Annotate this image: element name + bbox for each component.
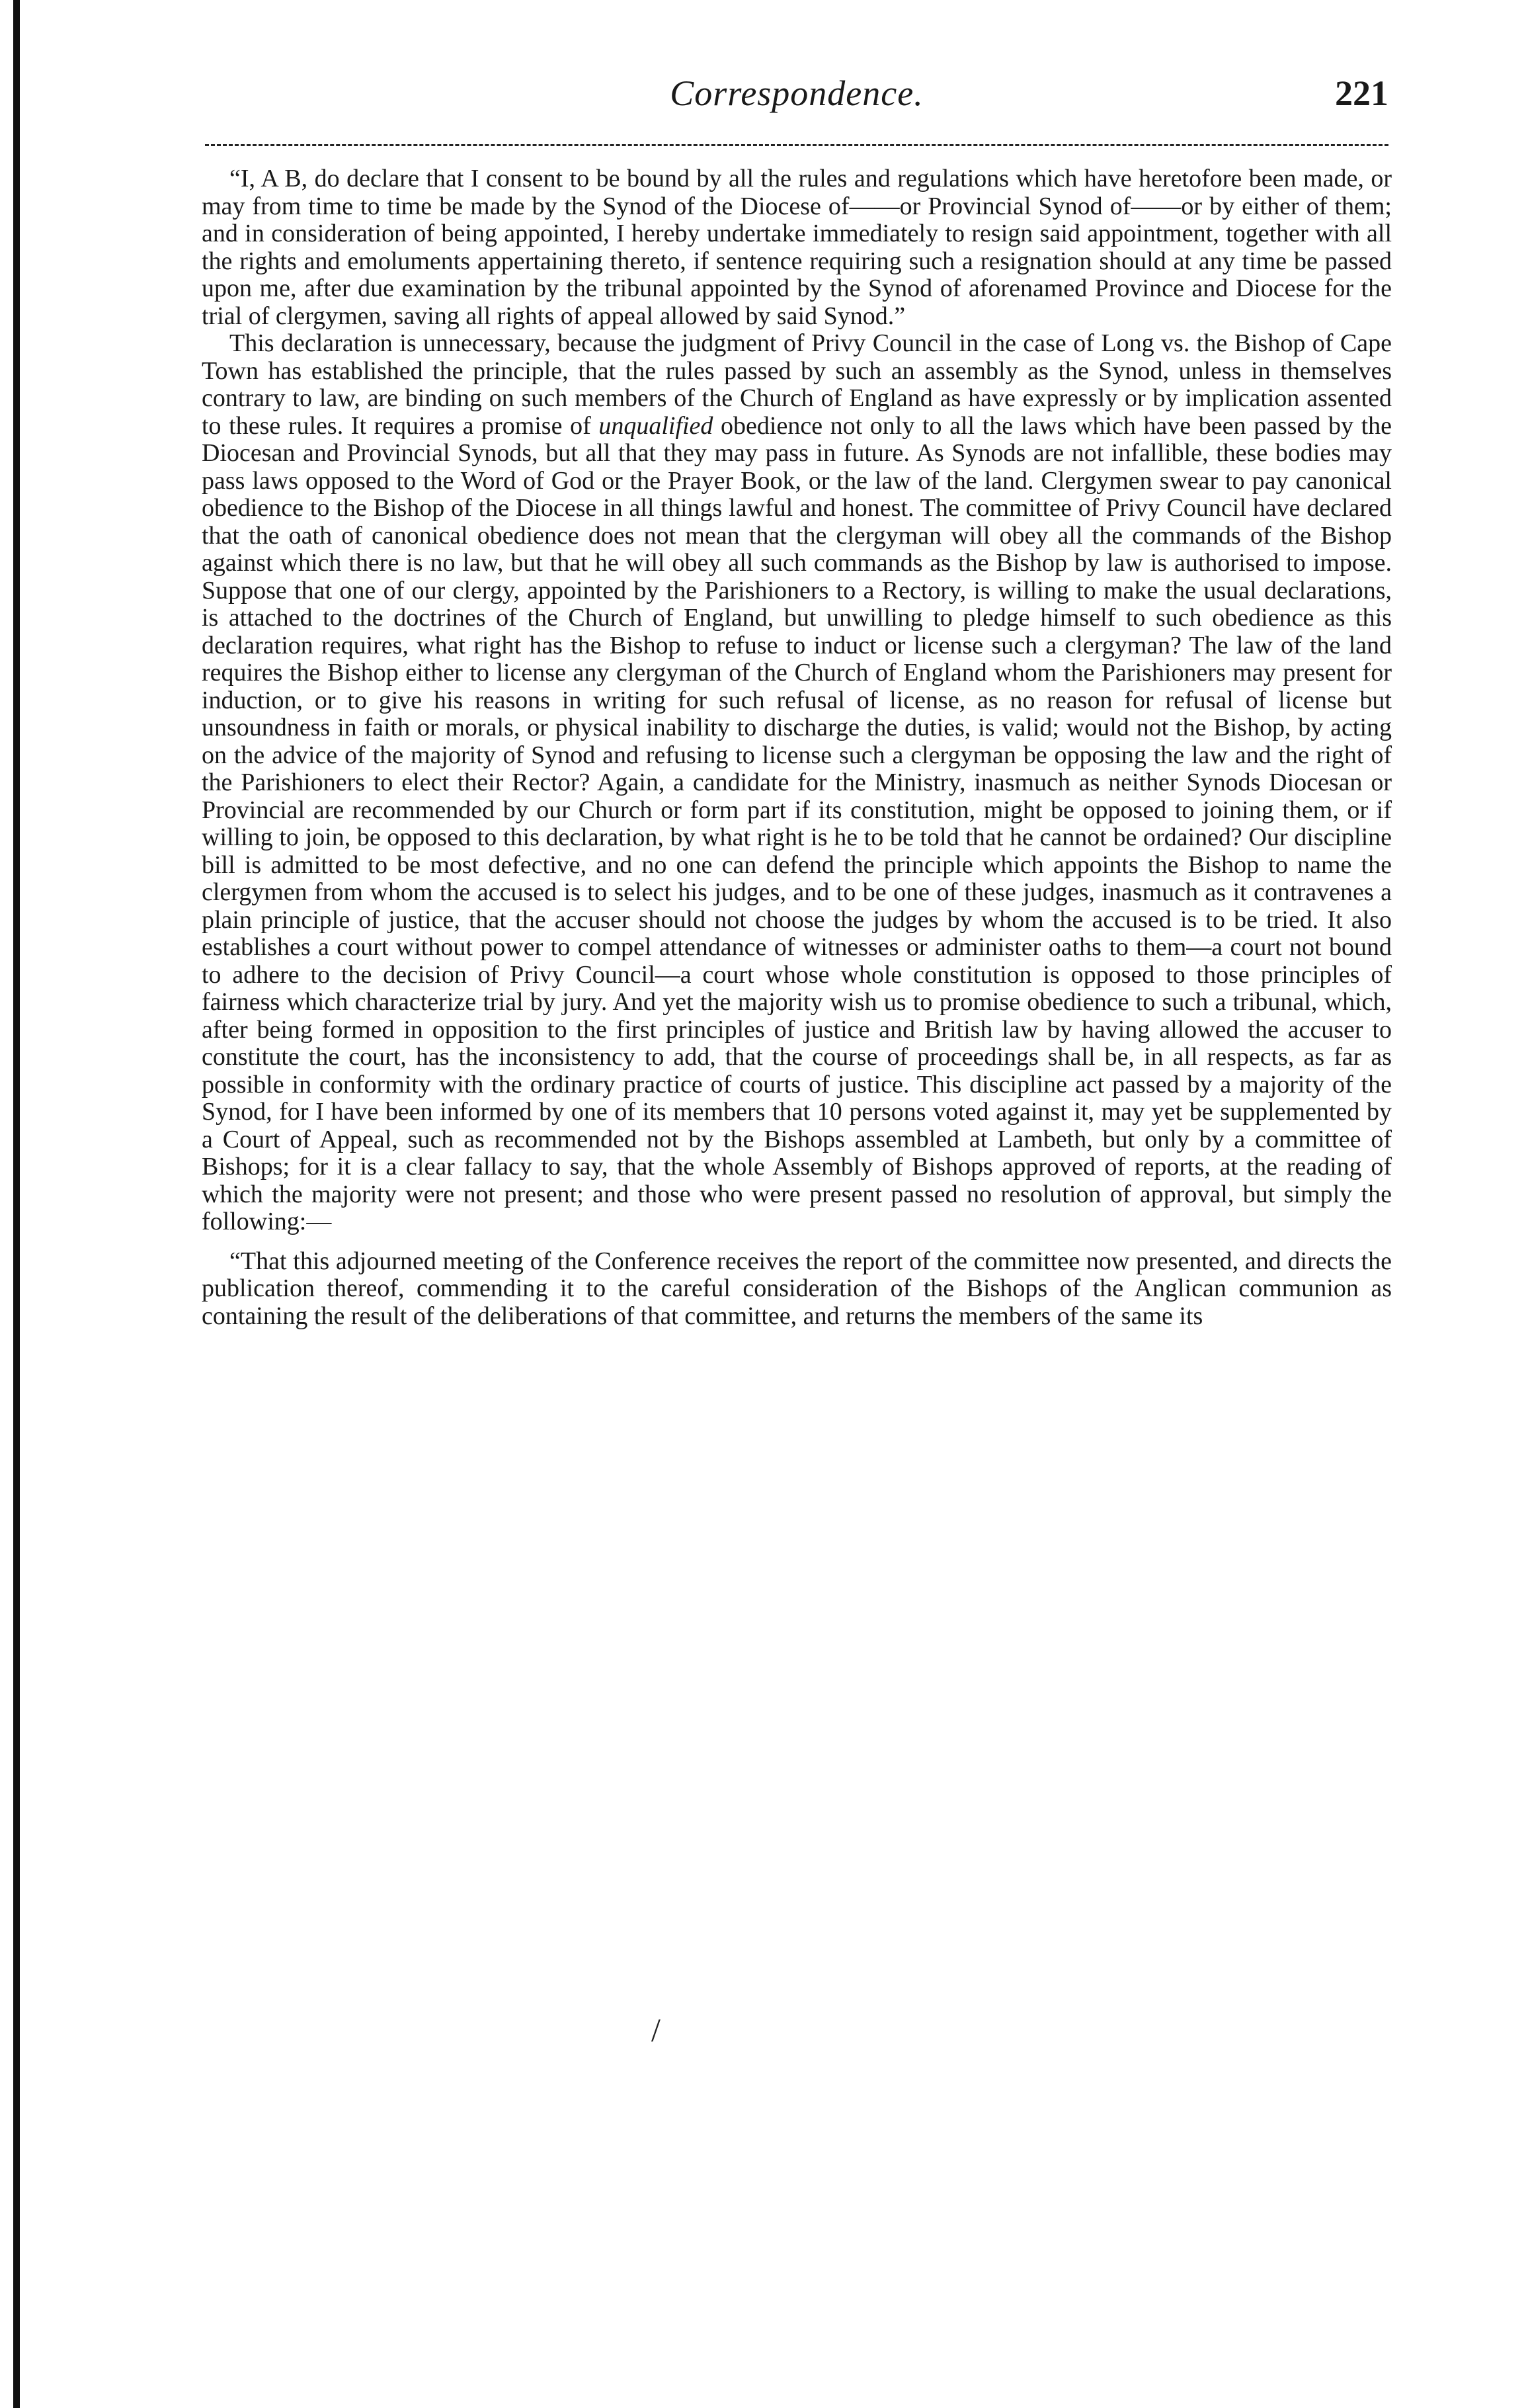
- argument-text-part-1: This declaration is unnecessary, because the judgment of Privy Council in the case of Long vs. the Bishop of Cape Town has established the principle, that the rules passed by such an assembly as the Synod, unless in themselves contrary to law, are binding on such members of the Church of England as have expressly or by implication assented to these rules. It requires a promise of: [202, 329, 1392, 440]
- argument-paragraph: [202, 330, 1392, 1236]
- emphasis-unqualified: unqualified: [598, 411, 713, 440]
- page-header: [205, 73, 1388, 126]
- page-binding-edge: [13, 0, 20, 2408]
- resolution-quote: “That this adjourned meeting of the Conference receives the report of the committee now presented, and directs the publication thereof, commending it to the careful consideration of the Bishops of the Anglican communion as containing the result of the deliberations of that committee, and returns the members of the same its: [202, 1247, 1392, 1330]
- argument-text-part-2: obedience not only to all the laws which have been passed by the Diocesan and Provincial Synods, but all that they may pass in future. As Synods are not infallible, these bodies may pass laws opposed to the Word of God or the Prayer Book, or the law of the land. Clergymen swear to pay canonical obedience to the Bishop of the Diocese in all things lawful and honest. The committee of Privy Council have declared that the oath of canonical obedience does not mean that the clergyman will obey all the commands of the Bishop against which there is no law, but that he will obey all such commands as the Bishop by law is authorised to impose. Suppose that one of our clergy, appointed by the Parishioners to a Rectory, is willing to make the usual declarations, is attached to the doctrines of the Church of England, but unwilling to pledge himself to such obedience as this declaration requires, what right has the Bishop to refuse to induct or license such a clergyman? The law of the land requires the Bishop either to license any clergyman of the Church of England whom the Parishioners may present for induction, or to give his reasons in writing for such refusal of license, as no reason for refusal of license but unsoundness in faith or morals, or physical inability to discharge the duties, is valid; would not the Bishop, by acting on the advice of the majority of Synod and refusing to license such a clergyman be opposing the law and the right of the Parishioners to elect their Rector? Again, a candidate for the Ministry, inasmuch as neither Synods Diocesan or Provincial are recommended by our Church or form part if its constitution, might be opposed to joining them, or if willing to join, be opposed to this declaration, by what right is he to be told that he cannot be ordained? Our discipline bill is admitted to be most defective, and no one can defend the principle which appoints the Bishop to name the clergymen from whom the accused is to select his judges, and to be one of these judges, inasmuch as it contravenes a plain principle of justice, that the accuser should not choose the judges by whom the accused is to be tried. It also establishes a court without power to compel attendance of witnesses or administer oaths to them—a court not bound to adhere to the decision of Privy Council—a court whose whole constitution is opposed to those principles of fairness which characterize trial by jury. And yet the majority wish us to promise obedience to such a tribunal, which, after being formed in opposition to the first principles of justice and British law by having allowed the accuser to constitute the court, has the inconsistency to add, that the course of proceedings shall be, in all respects, as far as possible in conformity with the ordinary practice of courts of justice. This discipline act passed by a majority of the Synod, for I have been informed by one of its members that 10 persons voted against it, may yet be supplemented by a Court of Appeal, such as recommended not by the Bishops assembled at Lambeth, but only by a committee of Bishops; for it is a clear fallacy to say, that the whole Assembly of Bishops approved of reports, at the reading of which the majority were not present; and those who were present passed no resolution of approval, but simply the following:—: [202, 411, 1392, 1235]
- article-body: [202, 165, 1392, 1330]
- running-title: Correspondence.: [670, 73, 924, 113]
- declaration-quote: “I, A B, do declare that I consent to be bound by all the rules and regulations which have heretofore been made, or may from time to time be made by the Synod of the Diocese of——or Provincial Synod of——or by either of them; and in consideration of being appointed, I hereby undertake immediately to resign said appointment, together with all the rights and emoluments appertaining thereto, if sentence requiring such a resignation should at any time be passed upon me, after due examination by the tribunal appointed by the Synod of aforenamed Province and Diocese for the trial of clergymen, saving all rights of appeal allowed by said Synod.”: [202, 165, 1392, 330]
- header-rule: [205, 144, 1388, 146]
- page-number: 221: [1335, 73, 1388, 113]
- stray-pen-mark: /: [651, 2011, 661, 2048]
